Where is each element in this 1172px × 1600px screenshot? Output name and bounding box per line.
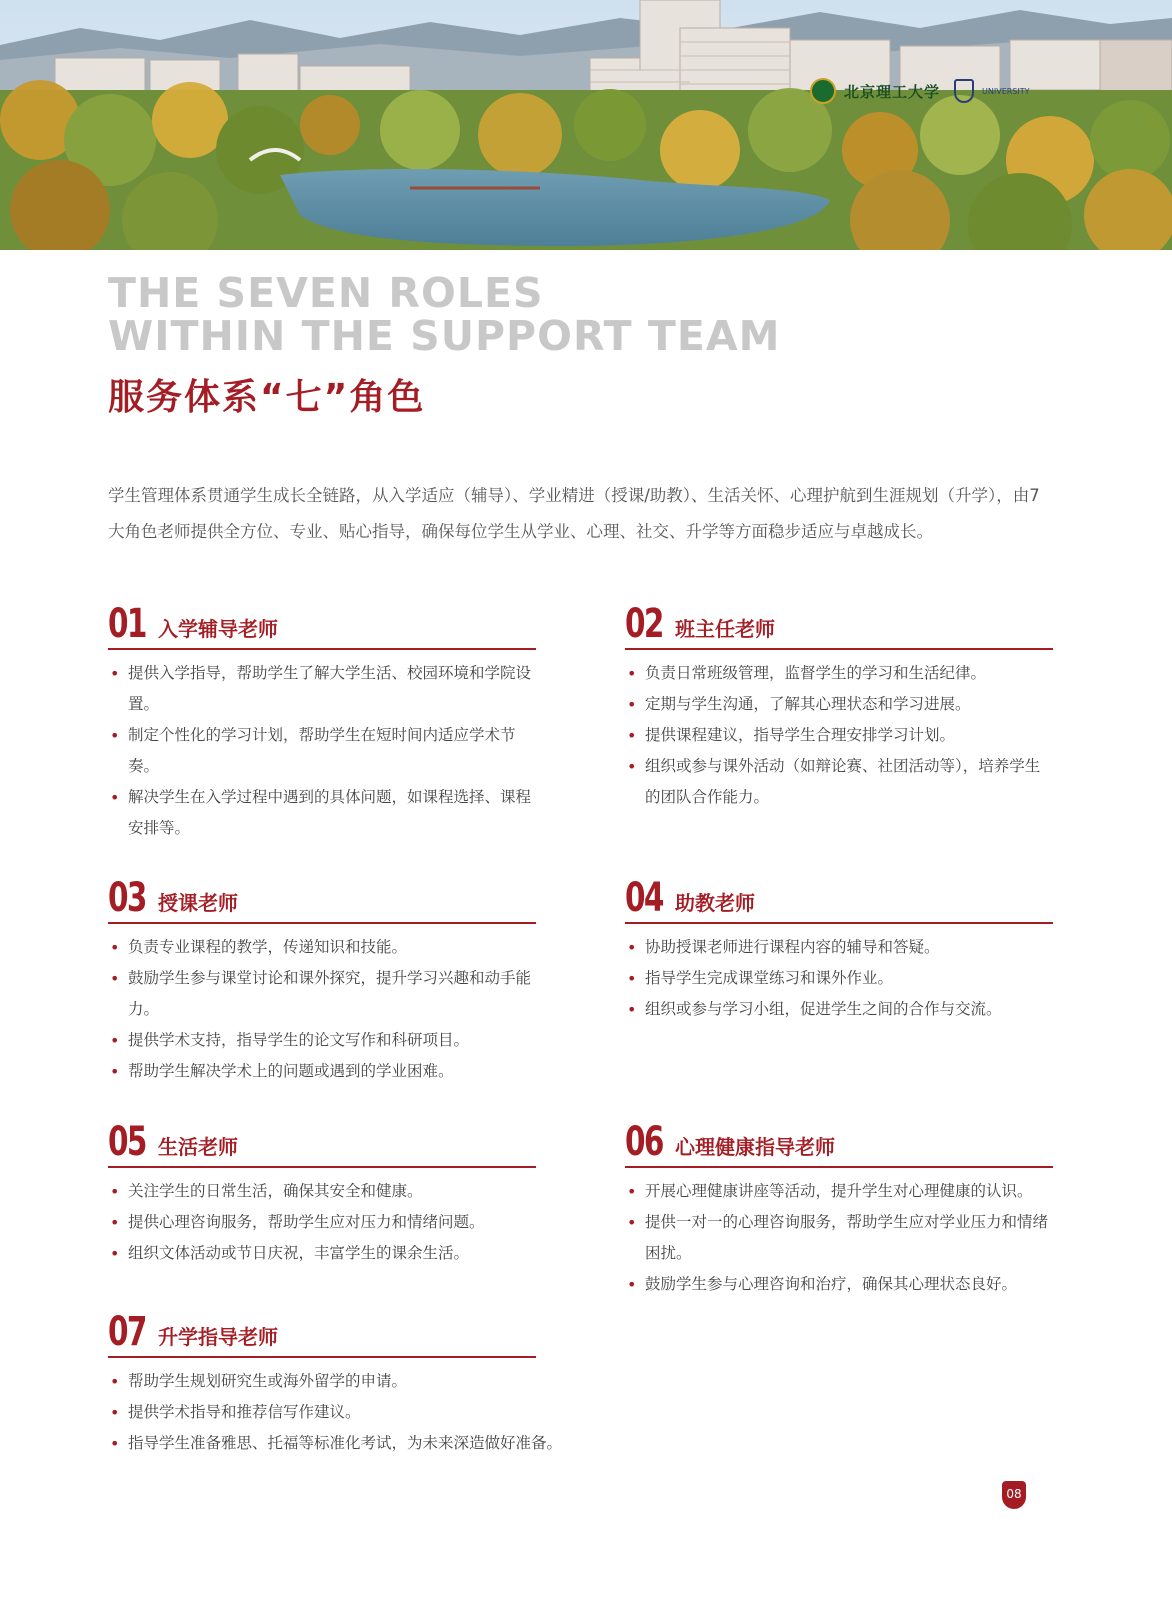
role-duty-item: • 组织或参与学习小组，促进学生之间的合作与交流。 <box>625 994 1053 1025</box>
role-title: 班主任老师 <box>675 617 775 641</box>
school-shield-icon <box>954 79 974 103</box>
university-logo-text: 北京理工大学 <box>844 82 941 101</box>
role-duty-item: • 制定个性化的学习计划，帮助学生在短时间内适应学术节奏。 <box>108 720 536 782</box>
role-header <box>108 1119 536 1168</box>
english-title-line-2: WITHIN THE SUPPORT TEAM <box>108 312 781 360</box>
role-duty-item: • 帮助学生规划研究生或海外留学的申请。 <box>108 1366 608 1397</box>
role-duty-item: • 解决学生在入学过程中遇到的具体问题，如课程选择、课程安排等。 <box>108 782 536 844</box>
role-section-05 <box>108 1119 536 1269</box>
role-header <box>625 601 1053 650</box>
role-number: 01 <box>108 601 146 647</box>
role-number: 02 <box>625 601 663 647</box>
role-header <box>625 1119 1053 1168</box>
role-duty-item: • 关注学生的日常生活，确保其安全和健康。 <box>108 1176 536 1207</box>
role-number: 04 <box>625 875 663 921</box>
role-section-01 <box>108 601 536 844</box>
hero-campus-photo <box>0 0 1172 250</box>
role-header <box>108 601 536 650</box>
role-title: 升学指导老师 <box>158 1325 278 1349</box>
role-duty-list <box>108 932 536 1087</box>
role-title: 入学辅导老师 <box>158 617 278 641</box>
role-duty-item: • 组织或参与课外活动（如辩论赛、社团活动等），培养学生的团队合作能力。 <box>625 751 1053 813</box>
university-seal-icon <box>810 78 836 104</box>
role-duty-item: • 提供一对一的心理咨询服务，帮助学生应对学业压力和情绪困扰。 <box>625 1207 1053 1269</box>
university-logos <box>810 78 1030 104</box>
role-section-03 <box>108 875 536 1087</box>
role-duty-item: • 负责日常班级管理，监督学生的学习和生活纪律。 <box>625 658 1053 689</box>
role-duty-item: • 提供课程建议，指导学生合理安排学习计划。 <box>625 720 1053 751</box>
english-title <box>108 269 781 360</box>
role-number: 03 <box>108 875 146 921</box>
intro-paragraph: 学生管理体系贯通学生成长全链路，从入学适应（辅导）、学业精进（授课/助教）、生活关怀、心理护航到生涯规划（升学），由7大角色老师提供全方位、专业、贴心指导，确保每位学生从学业、心理、社交、升学等方面稳步适应与卓越成长。 <box>108 486 1040 541</box>
english-title-line-1: THE SEVEN ROLES <box>108 269 544 317</box>
role-duty-item: • 提供学术指导和推荐信写作建议。 <box>108 1397 608 1428</box>
role-duty-item: • 开展心理健康讲座等活动，提升学生对心理健康的认识。 <box>625 1176 1053 1207</box>
role-number: 07 <box>108 1309 146 1355</box>
role-duty-item: • 帮助学生解决学术上的问题或遇到的学业困难。 <box>108 1056 536 1087</box>
role-duty-item: • 提供学术支持，指导学生的论文写作和科研项目。 <box>108 1025 536 1056</box>
role-header <box>108 1309 536 1358</box>
role-duty-item: • 提供心理咨询服务，帮助学生应对压力和情绪问题。 <box>108 1207 536 1238</box>
school-logo-text: UNIVERSITY <box>982 86 1030 96</box>
chinese-title: 服务体系“七”角色 <box>108 377 426 418</box>
role-section-04 <box>625 875 1053 1025</box>
role-duty-item: • 提供入学指导，帮助学生了解大学生活、校园环境和学院设置。 <box>108 658 536 720</box>
role-section-02 <box>625 601 1053 813</box>
role-duty-item: • 协助授课老师进行课程内容的辅导和答疑。 <box>625 932 1053 963</box>
role-duty-item: • 负责专业课程的教学，传递知识和技能。 <box>108 932 536 963</box>
page-number-badge: 08 <box>1002 1481 1026 1509</box>
role-duty-item: • 指导学生完成课堂练习和课外作业。 <box>625 963 1053 994</box>
role-title: 授课老师 <box>158 891 238 915</box>
role-duty-list <box>625 932 1053 1025</box>
role-duty-list <box>625 658 1053 813</box>
role-number: 05 <box>108 1119 146 1165</box>
role-number: 06 <box>625 1119 663 1165</box>
role-title: 生活老师 <box>158 1135 238 1159</box>
role-duty-list <box>625 1176 1053 1300</box>
role-duty-list <box>108 1366 608 1459</box>
role-header <box>108 875 536 924</box>
role-duty-list <box>108 658 536 844</box>
role-duty-item: • 组织文体活动或节日庆祝，丰富学生的课余生活。 <box>108 1238 536 1269</box>
role-section-06 <box>625 1119 1053 1300</box>
role-duty-list <box>108 1176 536 1269</box>
role-duty-item: • 鼓励学生参与心理咨询和治疗，确保其心理状态良好。 <box>625 1269 1053 1300</box>
role-duty-item: • 指导学生准备雅思、托福等标准化考试，为未来深造做好准备。 <box>108 1428 608 1459</box>
role-duty-item: • 鼓励学生参与课堂讨论和课外探究，提升学习兴趣和动手能力。 <box>108 963 536 1025</box>
role-duty-item: • 定期与学生沟通，了解其心理状态和学习进展。 <box>625 689 1053 720</box>
role-section-07 <box>108 1309 563 1459</box>
role-title: 助教老师 <box>675 891 755 915</box>
role-header <box>625 875 1053 924</box>
role-title: 心理健康指导老师 <box>675 1135 835 1159</box>
